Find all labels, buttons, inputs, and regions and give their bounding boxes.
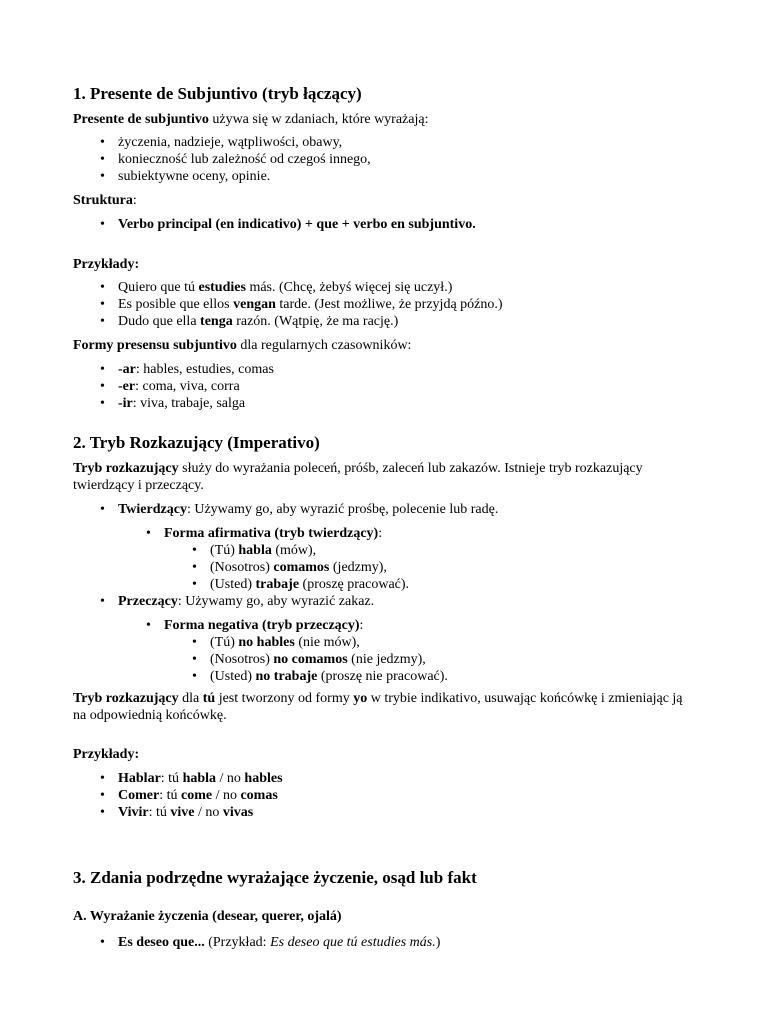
list-item: • (Tú) habla (mów),: [210, 542, 316, 559]
list-item: • Es posible que ellos vengan tarde. (Jest możliwe, że przyjdą późno.): [118, 296, 503, 313]
list-item: • Comer: tú come / no comas: [118, 787, 278, 804]
list-item: • Hablar: tú habla / no hables: [118, 770, 283, 787]
s3-subheading: A. Wyrażanie życzenia (desear, querer, ojalá): [73, 909, 342, 924]
list-item: • Forma negativa (tryb przeczący):: [164, 617, 363, 634]
s2-examples-label: Przykłady:: [73, 747, 140, 762]
section-2-heading: 2. Tryb Rozkazujący (Imperativo): [73, 433, 320, 452]
list-item: • Es deseo que... (Przykład: Es deseo que tú estudies más.): [118, 934, 440, 951]
s1-intro-term: Presente de subjuntivo: [73, 112, 209, 127]
list-item: • (Nosotros) comamos (jedzmy),: [210, 559, 387, 576]
list-item: • konieczność lub zależność od czegoś innego,: [118, 151, 371, 168]
list-item: • (Tú) no hables (nie mów),: [210, 634, 360, 651]
list-item: • -ar: hables, estudies, comas: [118, 361, 274, 378]
section-1-heading: 1. Presente de Subjuntivo (tryb łączący): [73, 84, 362, 103]
list-item: • (Usted) trabaje (proszę pracować).: [210, 576, 409, 593]
s2-intro: Tryb rozkazujący służy do wyrażania poleceń, próśb, zaleceń lub zakazów. Istnieje tryb rozkazujący twierdzący i przeczący.: [73, 461, 643, 493]
list-item: • życzenia, nadzieje, wątpliwości, obawy,: [118, 134, 342, 151]
s2-rule: Tryb rozkazujący dla tú jest tworzony od formy yo w trybie indikativo, usuwając końcówkę i zmieniając ją na odpowiednią końcówkę.: [73, 691, 683, 723]
list-item: • (Usted) no trabaje (proszę nie pracować).: [210, 668, 448, 685]
list-item: • Quiero que tú estudies más. (Chcę, żebyś więcej się uczył.): [118, 279, 452, 296]
list-item: • Forma afirmativa (tryb twierdzący):: [164, 525, 382, 542]
s1-structure-label: Struktura:: [73, 193, 137, 208]
list-item: • (Nosotros) no comamos (nie jedzmy),: [210, 651, 426, 668]
list-item: • subiektywne oceny, opinie.: [118, 168, 270, 185]
list-item: • -er: coma, viva, corra: [118, 378, 240, 395]
s1-forms-intro: Formy presensu subjuntivo dla regularnych czasowników:: [73, 338, 412, 353]
list-item: • Vivir: tú vive / no vivas: [118, 804, 253, 821]
list-item: • -ir: viva, trabaje, salga: [118, 395, 245, 412]
section-3-heading: 3. Zdania podrzędne wyrażające życzenie, osąd lub fakt: [73, 868, 477, 887]
s1-structure-formula: • Verbo principal (en indicativo) + que + verbo en subjuntivo.: [118, 216, 476, 233]
list-item: • Przeczący: Używamy go, aby wyrazić zakaz.: [118, 593, 374, 610]
list-item: • Dudo que ella tenga razón. (Wątpię, że ma rację.): [118, 313, 398, 330]
s1-intro: Presente de subjuntivo używa się w zdaniach, które wyrażają:: [73, 112, 429, 127]
list-item: • Twierdzący: Używamy go, aby wyrazić prośbę, polecenie lub radę.: [118, 501, 498, 518]
s1-examples-label: Przykłady:: [73, 257, 140, 272]
